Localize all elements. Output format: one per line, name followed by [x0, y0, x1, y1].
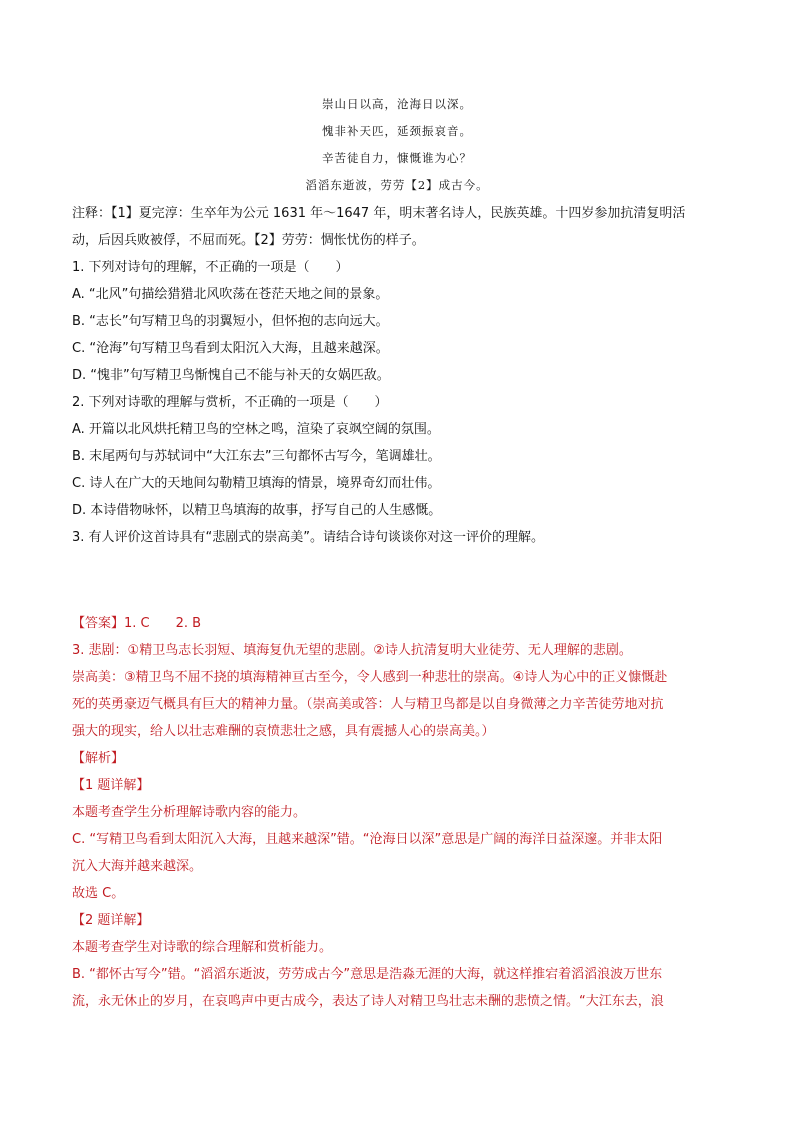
- poem-line: 崇山日以高，沧海日以深。: [322, 97, 472, 111]
- poem-line: 滔滔东逝波，劳劳【2】成古今。: [305, 178, 489, 192]
- answer-line: [72, 614, 732, 634]
- answer-text: 死的英勇豪迈气概具有巨大的精神力量。（崇高美或答：人与精卫鸟都是以自身微薄之力辛苦徒劳地对抗: [72, 697, 664, 712]
- analysis-text: C. “写精卫鸟看到太阳沉入大海，且越来越深”错。“沧海日以深”意思是广阔的海洋日益深邃。并非太阳: [72, 832, 663, 847]
- question-stem: 2. 下列对诗歌的理解与赏析，不正确的一项是（ ）: [72, 395, 388, 410]
- question-stem: 3. 有人评价这首诗具有“悲剧式的崇高美”。请结合诗句谈谈你对这一评价的理解。: [72, 530, 545, 545]
- answer-q2: 2. B: [175, 616, 202, 631]
- detail-1-label: 【1 题详解】: [72, 778, 150, 793]
- answer-text: 3. 悲剧：①精卫鸟志长羽短、填海复仇无望的悲剧。②诗人抗清复明大业徒劳、无人理解的悲剧。: [72, 643, 632, 658]
- notes-line: 注释：【1】夏完淳：生卒年为公元 1631 年～1647 年，明末著名诗人，民族英雄。十四岁参加抗清复明活: [72, 206, 686, 221]
- analysis-text: 故选 C。: [72, 886, 125, 901]
- analysis-text: 本题考查学生对诗歌的综合理解和赏析能力。: [72, 940, 333, 955]
- analysis-label: 【解析】: [72, 751, 125, 766]
- option-d: D. 本诗借物咏怀，以精卫鸟填海的故事，抒写自己的人生感慨。: [72, 503, 442, 518]
- option-c: C. 诗人在广大的天地间勾勒精卫填海的情景，境界奇幻而壮伟。: [72, 476, 441, 491]
- option-a: A. 开篇以北风烘托精卫鸟的空林之鸣，渲染了哀飒空阔的氛围。: [72, 422, 440, 437]
- option-b: B. 末尾两句与苏轼词中“大江东去”三句都怀古写今，笔调雄壮。: [72, 449, 441, 464]
- answer-text: 强大的现实，给人以壮志难酬的哀愤悲壮之感，具有震撼人心的崇高美。）: [72, 724, 495, 739]
- analysis-text: 本题考查学生分析理解诗歌内容的能力。: [72, 805, 307, 820]
- notes-line: 动，后因兵败被俘，不屈而死。【2】劳劳：惆怅忧伤的样子。: [72, 233, 425, 248]
- detail-2-label: 【2 题详解】: [72, 913, 150, 928]
- answer-q1: 1. C: [124, 616, 150, 631]
- poem-line: 辛苦徒自力，慷慨谁为心？: [322, 151, 472, 165]
- poem-line: 愧非补天匹，延颈振哀音。: [322, 124, 472, 138]
- answer-label: 【答案】: [72, 616, 125, 631]
- answer-text: 崇高美：③精卫鸟不屈不挠的填海精神亘古至今，令人感到一种悲壮的崇高。④诗人为心中的正义慷慨赴: [72, 670, 668, 685]
- option-c: C. “沧海”句写精卫鸟看到太阳沉入大海，且越来越深。: [72, 341, 389, 356]
- option-b: B. “志长”句写精卫鸟的羽翼短小，但怀抱的志向远大。: [72, 314, 389, 329]
- analysis-text: 沉入大海并越来越深。: [72, 859, 203, 874]
- analysis-text: B. “都怀古写今”错。“滔滔东逝波，劳劳成古今”意思是浩淼无涯的大海，就这样推宕着滔滔浪波万世东: [72, 967, 663, 982]
- question-stem: 1. 下列对诗句的理解，不正确的一项是（ ）: [72, 260, 349, 275]
- option-a: A. “北风”句描绘猎猎北风吹荡在苍茫天地之间的景象。: [72, 287, 389, 302]
- analysis-text: 流，永无休止的岁月，在哀鸣声中更古成今，表达了诗人对精卫鸟壮志未酬的悲愤之情。“大江东去，浪: [72, 994, 664, 1009]
- option-d: D. “愧非”句写精卫鸟惭愧自己不能与补天的女娲匹敌。: [72, 368, 390, 383]
